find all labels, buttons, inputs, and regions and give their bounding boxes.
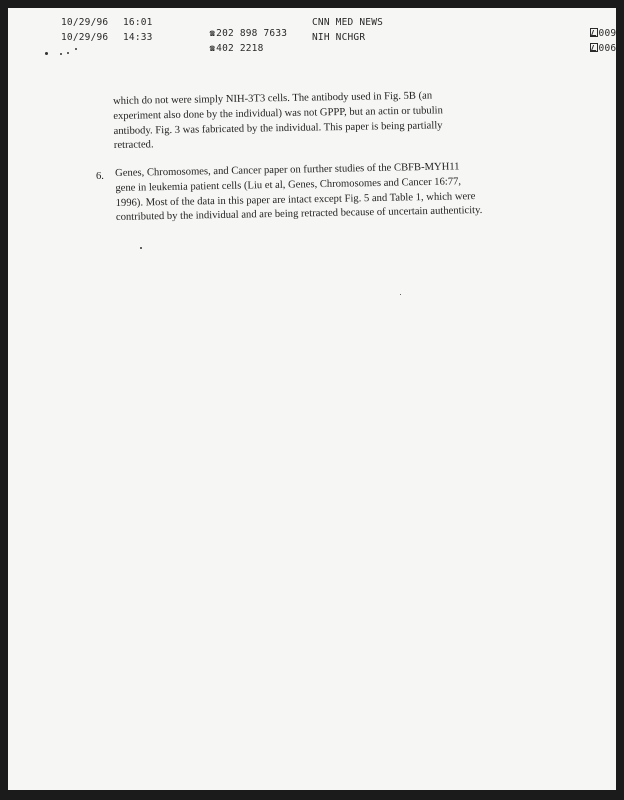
- paragraph-line: 1996). Most of the data in this paper are intact except Fig. 5 and Table 1, which were: [115, 190, 476, 209]
- fax-phone: 202 898 7633: [216, 28, 288, 39]
- continuation-paragraph: [113, 89, 444, 154]
- fax-page-number: 006: [598, 43, 617, 54]
- paragraph-line: which do not were simply NIH-3T3 cells. The antibody used in Fig. 5B (an: [113, 90, 433, 107]
- scan-speck: [140, 247, 142, 249]
- fax-date: 10/29/96: [61, 32, 109, 43]
- fax-page-number: 009: [598, 28, 617, 39]
- scan-speck: [400, 294, 401, 295]
- paragraph-line: retracted.: [113, 139, 154, 152]
- scan-speck: [67, 52, 69, 54]
- fax-station: NIH NCHGR: [312, 32, 366, 43]
- paragraph-line: Genes, Chromosomes, and Cancer paper on further studies of the CBFB-MYH11: [115, 161, 460, 179]
- paragraph-line: contributed by the individual and are being retracted because of uncertain authenticity.: [115, 205, 483, 224]
- fax-date: 10/29/96: [61, 17, 109, 28]
- paragraph-line: experiment also done by the individual) was not GPPP, but an actin or tubulin: [113, 105, 443, 122]
- telephone-icon: ☎: [209, 29, 216, 39]
- scan-speck: [60, 53, 62, 55]
- fax-time: 16:01: [123, 17, 153, 28]
- list-item-paragraph: [115, 160, 482, 226]
- telephone-icon: ☎: [209, 44, 216, 54]
- scan-speck: [45, 52, 48, 55]
- fax-time: 14:33: [123, 32, 153, 43]
- paragraph-line: gene in leukemia patient cells (Liu et al, Genes, Chromosomes and Cancer 16:77,: [115, 176, 462, 194]
- document-page: [8, 8, 616, 790]
- page-marker-icon: [590, 43, 598, 52]
- fax-phone: 402 2218: [216, 43, 264, 54]
- paragraph-line: antibody. Fig. 3 was fabricated by the individual. This paper is being partially: [113, 119, 443, 137]
- list-item-number: 6.: [96, 171, 104, 182]
- fax-station: CNN MED NEWS: [312, 17, 384, 28]
- scan-speck: [75, 48, 77, 50]
- fax-header-line-2: [8, 32, 617, 54]
